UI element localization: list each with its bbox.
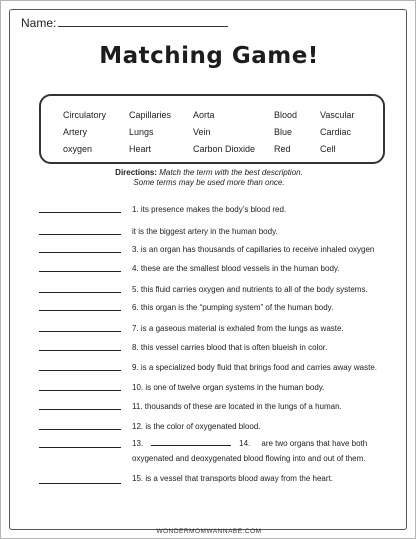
- directions-line-2: Some terms may be used more than once.: [133, 178, 285, 187]
- question-8: 8. this vessel carries blood that is often blueish in color.: [132, 343, 328, 352]
- question-13-14-text-a: are two organs that have both: [261, 439, 368, 448]
- word-bank-column-5: [320, 107, 354, 158]
- answer-line-8[interactable]: [39, 350, 121, 351]
- word-bank-term: Artery: [63, 127, 88, 137]
- answer-line-12[interactable]: [39, 429, 121, 430]
- directions: [1, 168, 416, 188]
- word-bank: [39, 94, 385, 164]
- word-bank-column-2: [129, 107, 171, 158]
- question-1: 1. its presence makes the body’s blood red.: [132, 205, 287, 214]
- question-13-14-text-b: oxygenated and deoxygenated blood flowing into and out of them.: [132, 454, 366, 463]
- answer-line-13-14[interactable]: [39, 447, 121, 448]
- word-bank-term: oxygen: [63, 144, 93, 154]
- question-6: 6. this organ is the “pumping system” of the human body.: [132, 303, 334, 312]
- answer-line-10[interactable]: [39, 390, 121, 391]
- directions-line-1: Match the term with the best description.: [159, 168, 303, 177]
- question-11: 11. thousands of these are located in the lungs of a human.: [132, 402, 342, 411]
- answer-line-7[interactable]: [39, 331, 121, 332]
- answer-line-9[interactable]: [39, 370, 121, 371]
- word-bank-term: Blood: [274, 110, 298, 120]
- question-10: 10. is one of twelve organ systems in the human body.: [132, 383, 325, 392]
- answer-line-6[interactable]: [39, 310, 121, 311]
- word-bank-term: Carbon Dioxide: [193, 144, 256, 154]
- question-13-14: [132, 438, 367, 448]
- answer-line-2[interactable]: [39, 234, 121, 235]
- answer-line-4[interactable]: [39, 271, 121, 272]
- word-bank-column-1: [63, 107, 106, 158]
- worksheet-title: Matching Game!: [99, 43, 319, 69]
- word-bank-term: Capillaries: [129, 110, 172, 120]
- name-label: Name:: [21, 16, 57, 30]
- name-row: [21, 15, 228, 30]
- question-7: 7. is a gaseous material is exhaled from the lungs as waste.: [132, 324, 344, 333]
- name-blank-line: [58, 15, 228, 27]
- word-bank-term: Cardiac: [320, 127, 352, 137]
- answer-line-13[interactable]: [151, 438, 231, 446]
- word-bank-term: Vein: [193, 127, 211, 137]
- answer-line-11[interactable]: [39, 409, 121, 410]
- word-bank-term: Vascular: [320, 110, 355, 120]
- word-bank-column-4: [274, 107, 297, 158]
- word-bank-term: Circulatory: [63, 110, 107, 120]
- answer-line-5[interactable]: [39, 292, 121, 293]
- question-2: it is the biggest artery in the human body.: [132, 227, 278, 236]
- word-bank-term: Heart: [129, 144, 152, 154]
- site-footer: WONDERMOMWANNABE.COM: [156, 528, 262, 535]
- question-12: 12. is the color of oxygenated blood.: [132, 422, 261, 431]
- question-3: 3. is an organ has thousands of capillaries to receive inhaled oxygen: [132, 245, 375, 254]
- question-15: 15. is a vessel that transports blood away from the heart.: [132, 474, 333, 483]
- word-bank-term: Cell: [320, 144, 336, 154]
- word-bank-term: Blue: [274, 127, 293, 137]
- answer-line-15[interactable]: [39, 483, 121, 484]
- question-5: 5. this fluid carries oxygen and nutrients to all of the body systems.: [132, 285, 368, 294]
- word-bank-column-3: [193, 107, 255, 158]
- directions-label: Directions:: [115, 168, 157, 177]
- answer-line-1[interactable]: [39, 212, 121, 213]
- question-14-label: 14.: [239, 439, 251, 448]
- question-4: 4. these are the smallest blood vessels in the human body.: [132, 264, 340, 273]
- word-bank-term: Aorta: [193, 110, 215, 120]
- answer-line-3[interactable]: [39, 252, 121, 253]
- word-bank-term: Lungs: [129, 127, 154, 137]
- question-9: 9. is a specialized body fluid that brings food and carries away waste.: [132, 363, 378, 372]
- word-bank-term: Red: [274, 144, 291, 154]
- question-13-label: 13.: [132, 439, 144, 448]
